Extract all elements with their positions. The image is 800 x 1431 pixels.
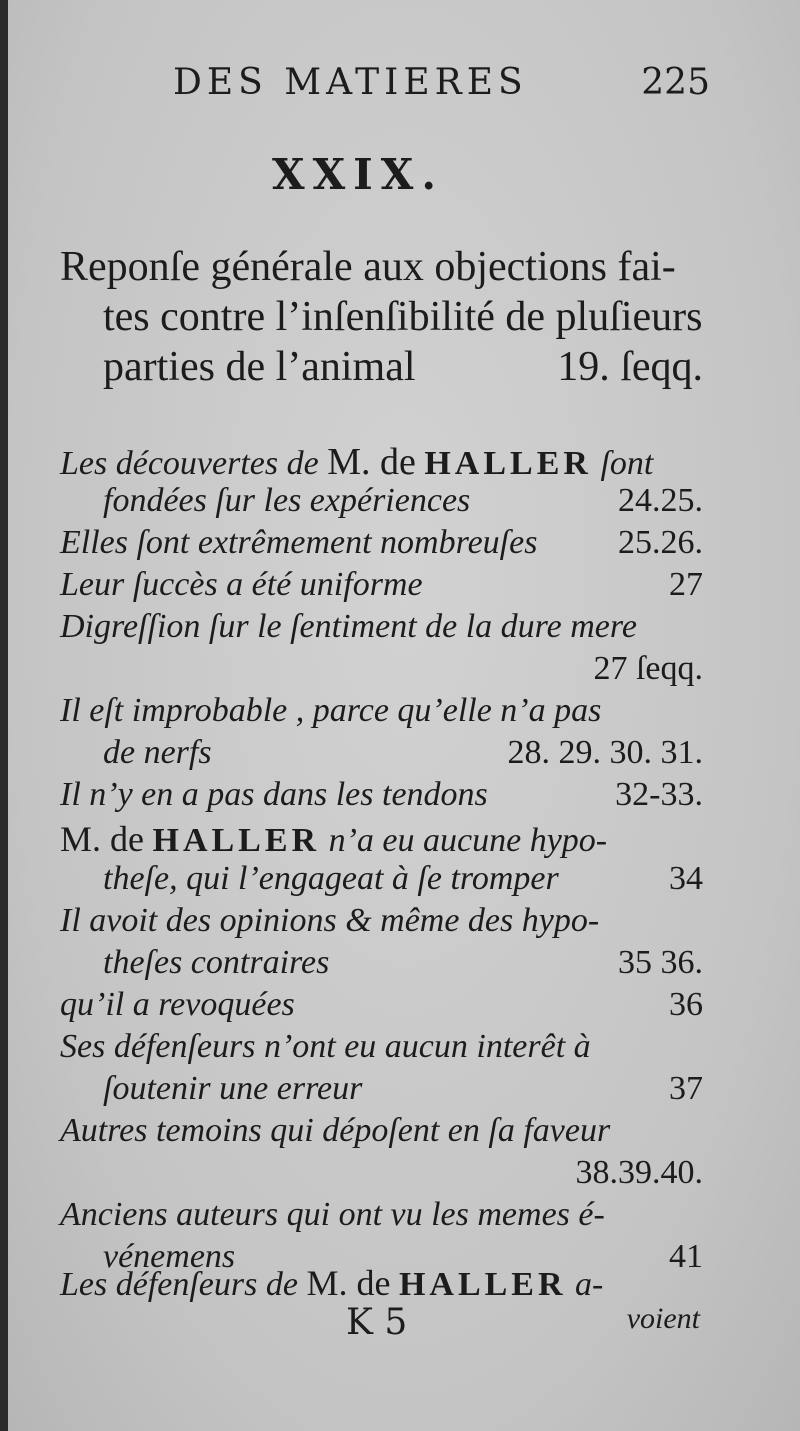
entry-text: Il eſt improbable , parce qu’elle n’a pas	[60, 692, 602, 729]
entry-text: Il avoit des opinions & même des hypo-	[60, 902, 600, 939]
entry-page-ref: 34	[669, 860, 703, 897]
entry-text: M. de	[327, 441, 416, 483]
index-entry	[60, 986, 703, 1024]
entry-text: Il n’y en a pas dans les tendons	[60, 776, 488, 813]
index-entry	[103, 860, 703, 898]
entry-page-ref: 25.26.	[618, 524, 703, 561]
entry-text: de nerfs	[103, 734, 212, 771]
entry-text: fondées ſur les expériences	[103, 482, 471, 519]
heading-line	[103, 343, 703, 391]
entry-text: Les découvertes de	[60, 445, 319, 482]
entry-text: Leur ſuccès a été uniforme	[60, 566, 423, 603]
index-entry	[60, 440, 653, 484]
entry-text: Anciens auteurs qui ont vu les memes é-	[60, 1196, 605, 1233]
entry-text: M. de	[306, 1263, 391, 1303]
entry-text: Digreſſion ſur le ſentiment de la dure mere	[60, 608, 637, 645]
index-entry	[60, 1112, 610, 1150]
index-entry	[60, 1262, 603, 1304]
entry-text: ſoutenir une erreur	[103, 1070, 363, 1107]
index-entry	[103, 482, 703, 520]
entry-page-ref: 28. 29. 30. 31.	[507, 734, 703, 771]
entry-page-ref: 27 ſeqq.	[593, 650, 703, 687]
entry-page-ref: 36	[669, 986, 703, 1023]
index-entry	[60, 566, 703, 604]
entry-name: HALLER	[424, 445, 592, 482]
entry-text: n’a eu aucune hypo-	[328, 822, 608, 859]
index-entry	[103, 734, 703, 772]
entry-page-ref: 32-33.	[615, 776, 703, 813]
index-entry	[103, 944, 703, 982]
heading-line: Reponſe générale aux objections fai-	[60, 244, 676, 290]
entry-page-ref: 37	[669, 1070, 703, 1107]
index-entry	[60, 608, 637, 646]
entry-page-ref: 38.39.40.	[575, 1154, 703, 1191]
entry-text: Elles ſont extrêmement nombreuſes	[60, 524, 538, 561]
heading-line: tes contre l’inſenſibilité de pluſieurs	[103, 294, 703, 340]
entry-text: vénemens	[103, 1238, 236, 1275]
entry-text: M. de	[60, 819, 144, 859]
page-number: 225	[641, 62, 710, 103]
entry-text: Autres temoins qui dépoſent en ſa faveur	[60, 1112, 611, 1149]
index-entry	[60, 818, 607, 860]
catchword: voient	[626, 1302, 700, 1335]
entry-text: Les défenſeurs de	[60, 1266, 298, 1303]
section-number: XXIX.	[271, 150, 445, 199]
entry-text: a-	[575, 1266, 604, 1303]
entry-name: HALLER	[152, 822, 321, 859]
entry-text: Ses défenſeurs n’ont eu aucun interêt à	[60, 1028, 591, 1065]
entry-text: ſont	[600, 445, 654, 482]
signature-mark: K 5	[346, 1302, 408, 1343]
running-title: DES MATIERES	[173, 62, 528, 103]
index-entry	[60, 1196, 605, 1234]
heading-text: parties de l’animal	[103, 344, 416, 390]
entry-text: theſe, qui l’engageat à ſe tromper	[103, 860, 559, 897]
book-page	[8, 0, 800, 1431]
entry-text: qu’il a revoquées	[60, 986, 295, 1023]
entry-page-ref: 35 36.	[618, 944, 703, 981]
entry-page-ref: 27	[669, 566, 703, 603]
entry-page-ref: 24.25.	[618, 482, 703, 519]
index-entry	[60, 692, 601, 730]
index-entry	[103, 1070, 703, 1108]
entry-text: theſes contraires	[103, 944, 330, 981]
entry-page-ref: 41	[669, 1238, 703, 1275]
index-entry	[60, 1028, 591, 1066]
heading-page-ref: 19. ſeqq.	[557, 344, 703, 390]
index-entry	[60, 776, 703, 814]
index-entry	[60, 902, 599, 940]
page-header	[8, 62, 800, 112]
entry-name: HALLER	[398, 1266, 567, 1303]
index-entry	[60, 524, 703, 562]
